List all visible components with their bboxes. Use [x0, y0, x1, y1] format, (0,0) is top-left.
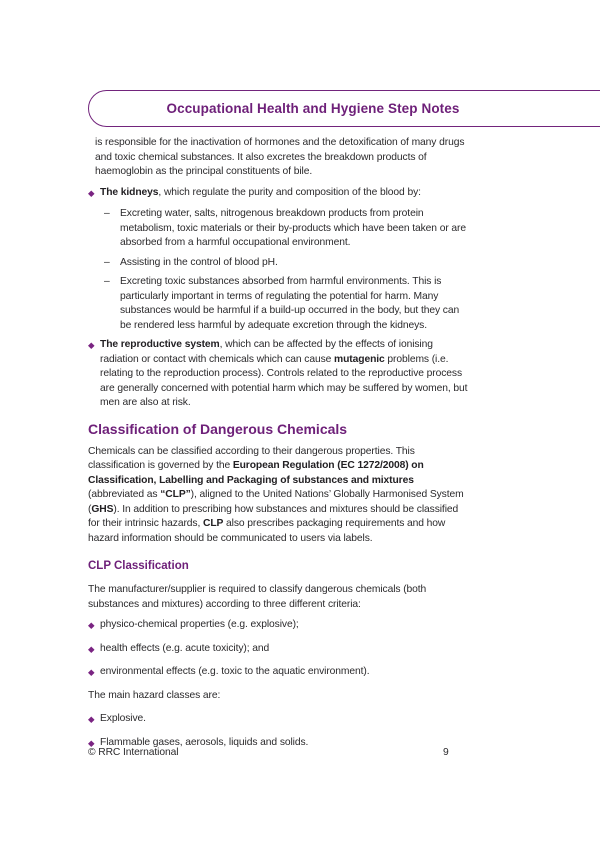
intro-paragraph: is responsible for the inactivation of hormones and the detoxification of many drugs and toxic chemical substances. It also excretes the breakdown products of haemoglobin as the principal constituents of bile.	[95, 137, 465, 177]
bold-term: The kidneys	[100, 186, 159, 198]
page-body	[88, 136, 468, 759]
footer-copyright: © RRC International	[88, 747, 179, 758]
diamond-bullet-icon: ◆	[88, 714, 95, 724]
clp-paragraph: The manufacturer/supplier is required to classify dangerous chemicals (both substances and mixtures) according to three different criteria:	[88, 584, 427, 610]
sub-bullet-text: Assisting in the control of blood pH.	[120, 256, 278, 268]
bullet-item-hazard-class	[88, 712, 468, 727]
bullet-text-rest: , which regulate the purity and composition of the blood by:	[158, 186, 421, 198]
sub-bullet-item	[104, 207, 468, 251]
bullet-text	[100, 186, 468, 201]
sub-heading: CLP Classification	[88, 560, 189, 572]
bullet-text	[100, 338, 468, 411]
dash-bullet-icon: –	[104, 276, 110, 287]
header-banner	[88, 90, 600, 127]
bullet-text-segment: , which can be affected by the effects of ionising radiation or contact with chemicals which can cause	[100, 339, 433, 365]
dash-bullet-icon: –	[104, 256, 110, 268]
classification-paragraph	[88, 445, 468, 547]
bold-term: “CLP”	[160, 489, 191, 500]
bullet-item-reproductive-system	[88, 338, 468, 411]
bold-term: The reproductive system	[100, 339, 220, 350]
diamond-bullet-icon: ◆	[88, 620, 95, 630]
paragraph-segment: ). In addition to prescribing how substances and mixtures should be classified for their intrinsic hazards,	[88, 503, 459, 529]
paragraph-segment: (abbreviated as	[88, 489, 161, 500]
diamond-bullet-icon: ◆	[88, 643, 95, 654]
dash-bullet-icon: –	[104, 208, 110, 219]
bullet-item-criteria	[88, 618, 468, 633]
section-heading: Classification of Dangerous Chemicals	[88, 420, 348, 437]
bold-term: mutagenic	[334, 353, 385, 365]
diamond-bullet-icon: ◆	[88, 340, 95, 350]
diamond-bullet-icon: ◆	[88, 737, 95, 748]
bullet-item-kidneys	[88, 186, 468, 201]
bullet-item-criteria	[88, 642, 468, 657]
bullet-text: Explosive.	[100, 713, 146, 724]
diamond-bullet-icon: ◆	[88, 667, 95, 677]
page-title: Occupational Health and Hygiene Step Notes	[166, 101, 460, 116]
diamond-bullet-icon: ◆	[88, 187, 95, 198]
bold-term: European Regulation (EC 1272/2008) on Classification, Labelling and Packaging of substances and mixtures	[88, 460, 424, 486]
bold-term: CLP	[203, 518, 224, 529]
paragraph-segment: ), aligned to the United Nations’ Globally Harmonised System (	[88, 489, 464, 515]
sub-bullet-text: Excreting water, salts, nitrogenous breakdown products from protein metabolism, toxic materials or their by-products which have been taken or are absorbed from a harmful occupational environment.	[120, 208, 466, 248]
footer-page-number: 9	[443, 747, 449, 758]
bullet-text-segment: problems (i.e. relating to the reproduction process). Controls related to the reproductive process are generally concerned with potential harm which may be suffered by women, but men are also at risk.	[100, 353, 468, 408]
hazard-intro-paragraph: The main hazard classes are:	[88, 689, 221, 701]
bullet-text: environmental effects (e.g. toxic to the aquatic environment).	[100, 666, 370, 677]
sub-bullet-item	[104, 275, 468, 333]
bold-term: GHS	[91, 503, 114, 515]
sub-bullet-item	[104, 256, 468, 271]
sub-bullet-text: Excreting toxic substances absorbed from harmful environments. This is particularly important in terms of regulating the potential for harm. Many substances would be harmful if a build-up occurred in the body, but they can be rendered less harmful by adequate excretion through the kidneys.	[120, 276, 460, 331]
bullet-item-criteria	[88, 665, 468, 680]
bullet-text: physico-chemical properties (e.g. explosive);	[100, 619, 299, 630]
bullet-text: Flammable gases, aerosols, liquids and solids.	[100, 736, 309, 748]
paragraph-segment: Chemicals can be classified according to their dangerous properties. This classification is governed by the	[88, 445, 415, 471]
paragraph-segment: also prescribes packaging requirements and how hazard information should be communicated to users via labels.	[88, 518, 446, 544]
bullet-text: health effects (e.g. acute toxicity); and	[100, 642, 270, 654]
